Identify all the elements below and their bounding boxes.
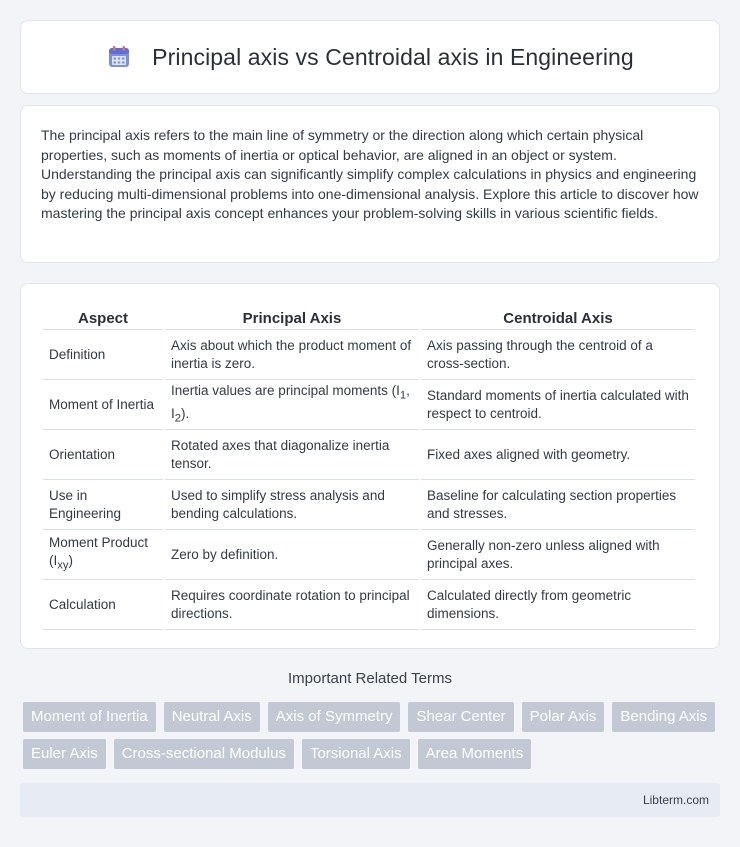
- related-terms-title: Important Related Terms: [288, 670, 452, 687]
- table-row: [43, 530, 695, 580]
- page-title: Principal axis vs Centroidal axis in Engineering: [152, 43, 634, 70]
- row-centroidal: Calculated directly from geometric dimensions.: [421, 580, 695, 630]
- intro-paragraph: The principal axis refers to the main line of symmetry or the direction along which certain physical properties, such as moments of inertia or optical behavior, are aligned in an object or system. Understanding the principal axis can significantly simplify complex calculations in physics and engineering by reducing multi-dimensional problems into one-dimensional analysis. Explore this article to discover how mastering the principal axis concept enhances your problem-solving skills in various scientific fields.: [41, 127, 699, 222]
- row-principal: Zero by definition.: [165, 530, 419, 580]
- header-centroidal-axis: Centroidal Axis: [421, 306, 695, 330]
- tag-torsional-axis[interactable]: Torsional Axis: [302, 739, 410, 769]
- row-principal: Requires coordinate rotation to principal directions.: [165, 580, 419, 630]
- row-principal: Axis about which the product moment of inertia is zero.: [165, 330, 419, 380]
- row-aspect: Use in Engineering: [43, 480, 163, 530]
- tag-cross-sectional-modulus[interactable]: Cross-sectional Modulus: [114, 739, 294, 769]
- related-tags: [23, 702, 723, 769]
- row-aspect: Calculation: [43, 580, 163, 630]
- calendar-icon: [106, 44, 132, 70]
- header-principal-axis: Principal Axis: [165, 306, 419, 330]
- related-terms-section: [0, 670, 740, 687]
- row-centroidal: Standard moments of inertia calculated with respect to centroid.: [421, 380, 695, 430]
- row-aspect: Orientation: [43, 430, 163, 480]
- row-aspect: Moment Product $(I_{xy})$: [43, 530, 163, 580]
- footer: [20, 783, 720, 817]
- row-centroidal: Fixed axes aligned with geometry.: [421, 430, 695, 480]
- tag-moment-of-inertia[interactable]: Moment of Inertia: [23, 702, 156, 732]
- row-aspect: Definition: [43, 330, 163, 380]
- tag-euler-axis[interactable]: Euler Axis: [23, 739, 106, 769]
- row-centroidal: Baseline for calculating section properties and stresses.: [421, 480, 695, 530]
- tag-bending-axis[interactable]: Bending Axis: [612, 702, 715, 732]
- footer-site-link[interactable]: Libterm.com: [642, 793, 709, 807]
- table-row: [43, 580, 695, 630]
- row-centroidal: Axis passing through the centroid of a cross-section.: [421, 330, 695, 380]
- tag-area-moments[interactable]: Area Moments: [418, 739, 532, 769]
- table-row: [43, 380, 695, 430]
- comparison-card: [20, 283, 720, 649]
- row-principal: Used to simplify stress analysis and bending calculations.: [165, 480, 419, 530]
- title-card: [20, 20, 720, 94]
- tag-shear-center[interactable]: Shear Center: [408, 702, 513, 732]
- comparison-table: [41, 306, 697, 630]
- row-centroidal: Generally non-zero unless aligned with principal axes.: [421, 530, 695, 580]
- header-aspect: Aspect: [43, 306, 163, 330]
- table-row: [43, 330, 695, 380]
- table-header-row: [43, 306, 695, 330]
- intro-card: [20, 105, 720, 263]
- table-row: [43, 430, 695, 480]
- tag-polar-axis[interactable]: Polar Axis: [522, 702, 605, 732]
- row-principal: Inertia values are principal moments ($I_1$, $I_2$).: [165, 380, 419, 430]
- row-aspect: Moment of Inertia: [43, 380, 163, 430]
- tag-axis-of-symmetry[interactable]: Axis of Symmetry: [268, 702, 401, 732]
- tag-neutral-axis[interactable]: Neutral Axis: [164, 702, 260, 732]
- table-row: [43, 480, 695, 530]
- row-principal: Rotated axes that diagonalize inertia tensor.: [165, 430, 419, 480]
